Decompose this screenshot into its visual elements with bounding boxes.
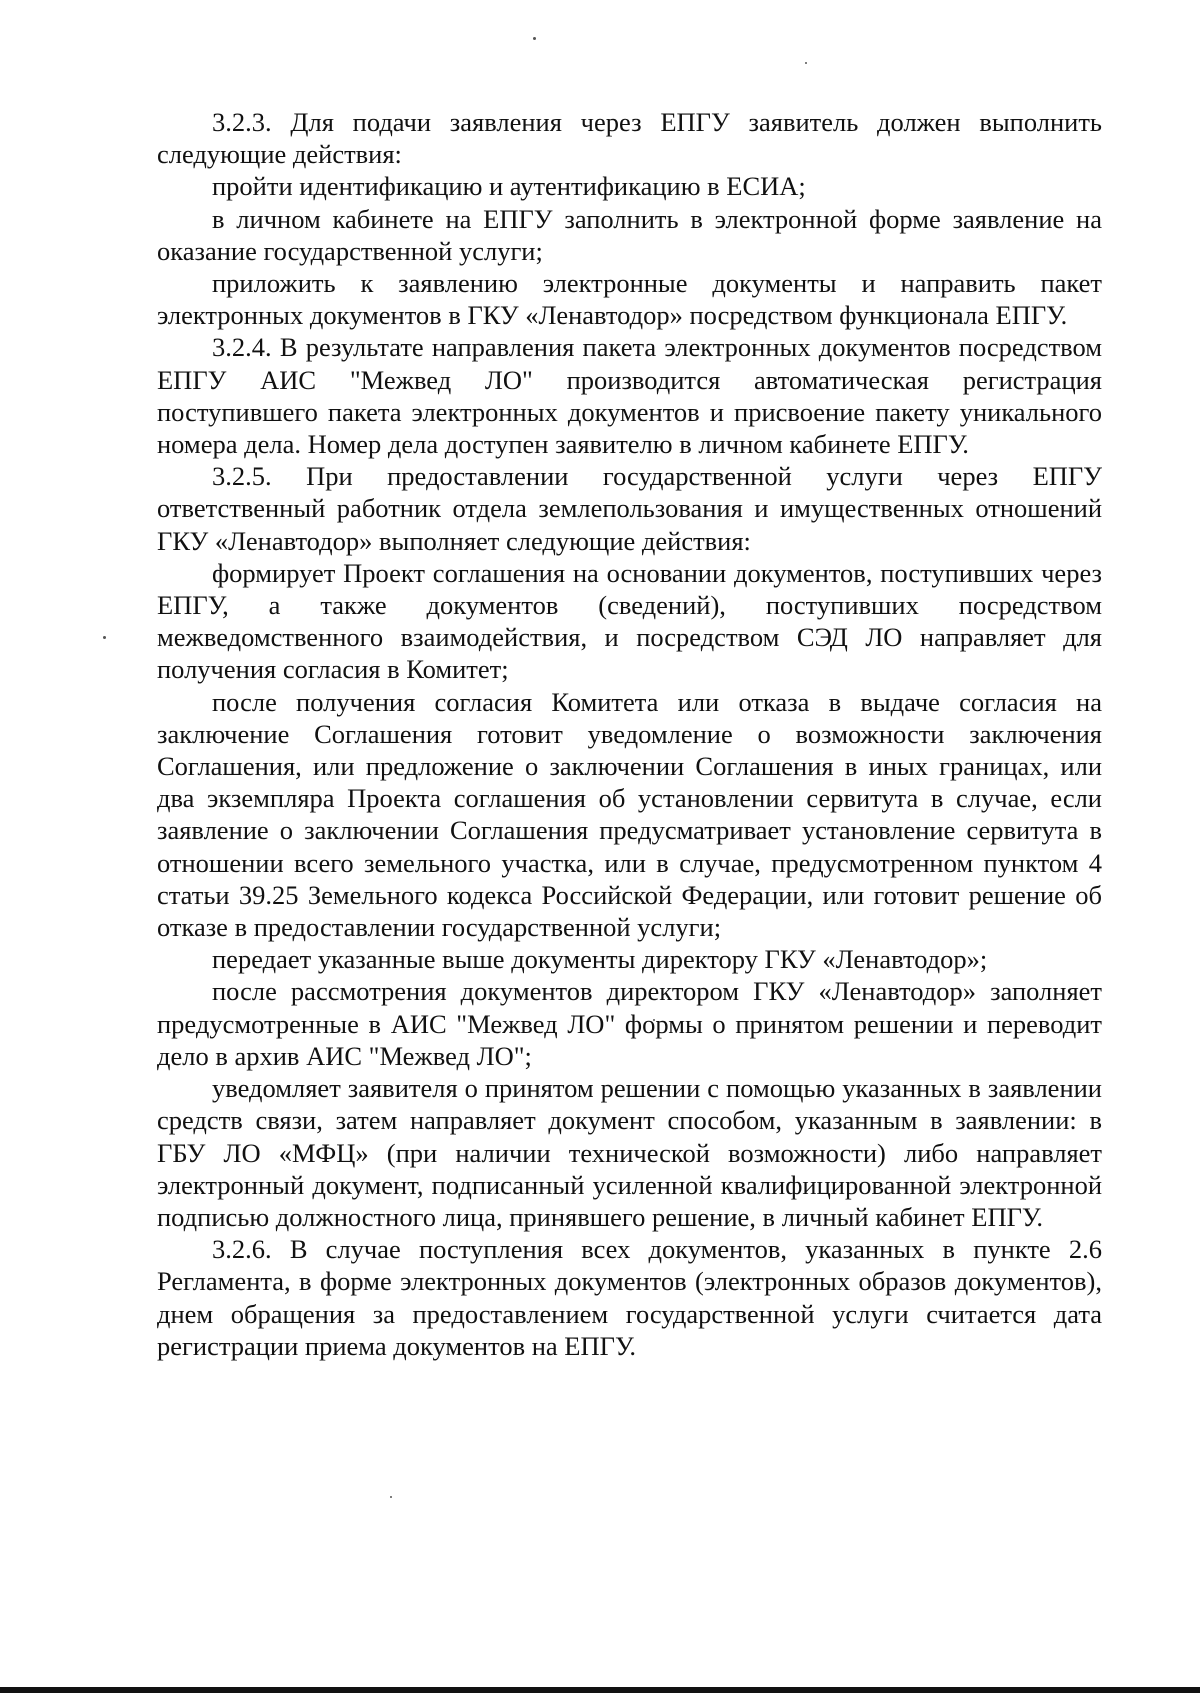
paragraph-3-2-4: 3.2.4. В результате направления пакета электронных документов посредством ЕПГУ АИС "Межвед ЛО" производится автоматическая регистрация поступившего пакета электронных документов и присвоение пакету уникального номера дела. Номер дела доступен заявителю в личном кабинете ЕПГУ. [157,332,1102,460]
paragraph-step-identification: пройти идентификацию и аутентификацию в ЕСИА; [212,171,806,202]
paragraph-step-attach-documents: приложить к заявлению электронные документы и направить пакет электронных документов в ГКУ «Ленавтодор» посредством функционала ЕПГУ. [157,268,1102,331]
scan-bottom-edge [0,1687,1200,1693]
paragraph-action-notify-applicant: уведомляет заявителя о принятом решении с помощью указанных в заявлении средств связи, затем направляет документ способом, указанным в заявлении: в ГБУ ЛО «МФЦ» (при наличии технической возможности) либо направляет электронный документ, подписанный усиленной квалифицированной электронной подписью должностного лица, принявшего решение, в личный кабинет ЕПГУ. [157,1073,1102,1232]
paragraph-step-fill-form: в личном кабинете на ЕПГУ заполнить в электронной форме заявление на оказание государственной услуги; [157,203,1102,266]
paragraph-3-2-5: 3.2.5. При предоставлении государственной услуги через ЕПГУ ответственный работник отдела землепользования и имущественных отношений ГКУ «Ленавтодор» выполняет следующие действия: [157,461,1102,556]
document-body [157,106,1102,1362]
scan-speck [805,62,807,64]
paragraph-3-2-3: 3.2.3. Для подачи заявления через ЕПГУ заявитель должен выполнить следующие действия: [157,107,1102,170]
scan-speck [390,1496,392,1498]
scan-speck [533,37,536,40]
paragraph-action-draft-agreement: формирует Проект соглашения на основании документов, поступивших через ЕПГУ, а также документов (сведений), поступивших посредством межведомственного взаимодействия, и посредством СЭД ЛО направляет для получения согласия в Комитет; [157,557,1102,685]
paragraph-3-2-6: 3.2.6. В случае поступления всех документов, указанных в пункте 2.6 Регламента, в форме электронных документов (электронных образов документов), днем обращения за предоставлением государственной услуги считается дата регистрации приема документов на ЕПГУ. [157,1234,1102,1361]
paragraph-action-pass-to-director: передает указанные выше документы директору ГКУ «Ленавтодор»; [212,944,988,975]
paragraph-action-fill-forms: после рассмотрения документов директором ГКУ «Ленавтодор» заполняет предусмотренные в АИС "Межвед ЛО" формы о принятом решении и переводит дело в архив АИС "Межвед ЛО"; [157,976,1102,1071]
paragraph-action-prepare-notice: после получения согласия Комитета или отказа в выдаче согласия на заключение Соглашения готовит уведомление о возможности заключения Соглашения, или предложение о заключении Соглашения в иных границах, или два экземпляра Проекта соглашения об установлении сервитута в случае, если заявление о заключении Соглашения предусматривает установление сервитута в отношении всего земельного участка, или в случае, предусмотренном пунктом 4 статьи 39.25 Земельного кодекса Российской Федерации, или готовит решение об отказе в предоставлении государственной услуги; [157,686,1102,943]
scan-speck [103,636,106,639]
